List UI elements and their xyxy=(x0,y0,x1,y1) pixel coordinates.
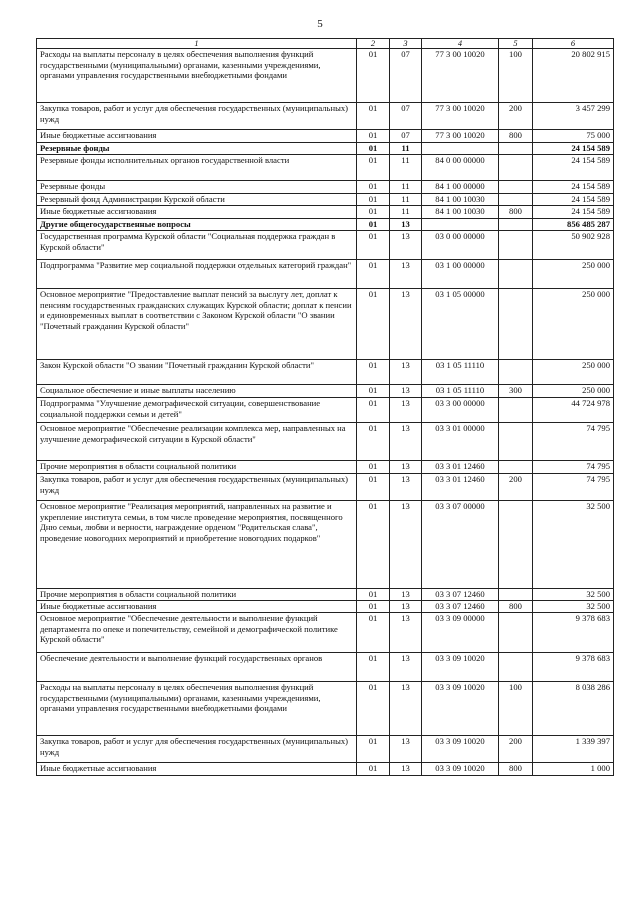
row-subsection-cell: 13 xyxy=(390,763,422,776)
row-expense-type-cell xyxy=(499,613,533,653)
table-row xyxy=(37,398,614,423)
table-row xyxy=(37,130,614,143)
row-amount-cell: 74 795 xyxy=(533,461,614,474)
row-section-cell: 01 xyxy=(357,613,390,653)
row-section-cell: 01 xyxy=(357,49,390,103)
table-row xyxy=(37,423,614,461)
row-name-cell: Иные бюджетные ассигнования xyxy=(37,601,357,613)
row-section-cell: 01 xyxy=(357,763,390,776)
table-row xyxy=(37,682,614,736)
row-subsection-cell: 13 xyxy=(390,398,422,423)
row-amount-cell: 50 902 928 xyxy=(533,231,614,260)
row-subsection-cell: 11 xyxy=(390,206,422,219)
row-target-article-cell: 84 0 00 00000 xyxy=(422,155,499,181)
table-row xyxy=(37,103,614,130)
column-header-expense-type: 5 xyxy=(499,39,533,49)
row-target-article-cell: 03 3 01 12460 xyxy=(422,474,499,501)
row-target-article-cell: 84 1 00 10030 xyxy=(422,206,499,219)
row-name-cell: Социальное обеспечение и иные выплаты населению xyxy=(37,385,357,398)
table-row xyxy=(37,155,614,181)
table-row xyxy=(37,143,614,155)
row-target-article-cell: 03 3 07 12460 xyxy=(422,589,499,601)
row-amount-cell: 856 485 287 xyxy=(533,219,614,231)
table-row xyxy=(37,260,614,289)
row-section-cell: 01 xyxy=(357,423,390,461)
row-subsection-cell: 13 xyxy=(390,423,422,461)
row-subsection-cell: 13 xyxy=(390,653,422,682)
row-amount-cell: 250 000 xyxy=(533,289,614,360)
row-section-cell: 01 xyxy=(357,155,390,181)
row-amount-cell: 24 154 589 xyxy=(533,143,614,155)
row-name-cell: Основное мероприятие "Предоставление выплат пенсий за выслугу лет, доплат к пенсиям государственных гражданских служащих Курской области; доплат к пенсии и единовременных выплат в соответствии с Законом Курской области "О звании "Почетный гражданин Курской области" xyxy=(37,289,357,360)
row-expense-type-cell: 300 xyxy=(499,385,533,398)
row-amount-cell: 32 500 xyxy=(533,601,614,613)
row-amount-cell: 250 000 xyxy=(533,360,614,385)
table-row xyxy=(37,763,614,776)
row-amount-cell: 250 000 xyxy=(533,260,614,289)
table-row xyxy=(37,360,614,385)
row-subsection-cell: 13 xyxy=(390,289,422,360)
row-section-cell: 01 xyxy=(357,474,390,501)
row-target-article-cell: 03 3 09 10020 xyxy=(422,653,499,682)
row-target-article-cell: 77 3 00 10020 xyxy=(422,103,499,130)
row-amount-cell: 32 500 xyxy=(533,589,614,601)
row-expense-type-cell: 800 xyxy=(499,130,533,143)
row-name-cell: Закупка товаров, работ и услуг для обеспечения государственных (муниципальных) нужд xyxy=(37,103,357,130)
row-name-cell: Резервные фонды xyxy=(37,143,357,155)
row-expense-type-cell xyxy=(499,289,533,360)
row-subsection-cell: 13 xyxy=(390,501,422,589)
row-section-cell: 01 xyxy=(357,653,390,682)
row-section-cell: 01 xyxy=(357,682,390,736)
row-name-cell: Основное мероприятие "Обеспечение реализации комплекса мер, направленных на улучшение демографической ситуации в Курской области" xyxy=(37,423,357,461)
row-target-article-cell: 03 3 09 00000 xyxy=(422,613,499,653)
row-name-cell: Основное мероприятие "Обеспечение деятельности и выполнение функций департамента по опеке и попечительству, семейной и демографической политике Курской области" xyxy=(37,613,357,653)
row-expense-type-cell xyxy=(499,181,533,194)
row-subsection-cell: 13 xyxy=(390,385,422,398)
row-expense-type-cell xyxy=(499,589,533,601)
row-section-cell: 01 xyxy=(357,206,390,219)
row-target-article-cell xyxy=(422,143,499,155)
row-subsection-cell: 07 xyxy=(390,49,422,103)
column-header-amount: 6 xyxy=(533,39,614,49)
row-section-cell: 01 xyxy=(357,181,390,194)
row-name-cell: Резервные фонды xyxy=(37,181,357,194)
row-amount-cell: 3 457 299 xyxy=(533,103,614,130)
row-subsection-cell: 13 xyxy=(390,589,422,601)
row-section-cell: 01 xyxy=(357,360,390,385)
row-amount-cell: 24 154 589 xyxy=(533,181,614,194)
table-row xyxy=(37,501,614,589)
row-name-cell: Расходы на выплаты персоналу в целях обеспечения выполнения функций государственными (муниципальными) органами, казенными учреждениями, органами управления государственными внебюджетными фондами xyxy=(37,682,357,736)
row-expense-type-cell xyxy=(499,461,533,474)
row-target-article-cell: 03 1 05 00000 xyxy=(422,289,499,360)
table-row xyxy=(37,653,614,682)
row-name-cell: Обеспечение деятельности и выполнение функций государственных органов xyxy=(37,653,357,682)
table-row xyxy=(37,49,614,103)
row-name-cell: Иные бюджетные ассигнования xyxy=(37,206,357,219)
row-target-article-cell: 03 3 09 10020 xyxy=(422,736,499,763)
row-section-cell: 01 xyxy=(357,260,390,289)
row-target-article-cell: 03 1 00 00000 xyxy=(422,260,499,289)
column-header-subsection: 3 xyxy=(390,39,422,49)
row-amount-cell: 20 802 915 xyxy=(533,49,614,103)
page-number: 5 xyxy=(317,18,323,30)
row-subsection-cell: 13 xyxy=(390,601,422,613)
row-expense-type-cell xyxy=(499,194,533,206)
row-section-cell: 01 xyxy=(357,398,390,423)
row-name-cell: Резервные фонды исполнительных органов государственной власти xyxy=(37,155,357,181)
row-amount-cell: 24 154 589 xyxy=(533,206,614,219)
row-name-cell: Государственная программа Курской области "Социальная поддержка граждан в Курской области" xyxy=(37,231,357,260)
row-amount-cell: 24 154 589 xyxy=(533,194,614,206)
row-amount-cell: 8 038 286 xyxy=(533,682,614,736)
row-name-cell: Закупка товаров, работ и услуг для обеспечения государственных (муниципальных) нужд xyxy=(37,736,357,763)
row-subsection-cell: 11 xyxy=(390,181,422,194)
row-amount-cell: 24 154 589 xyxy=(533,155,614,181)
row-target-article-cell: 03 1 05 11110 xyxy=(422,385,499,398)
row-target-article-cell: 03 3 07 00000 xyxy=(422,501,499,589)
row-expense-type-cell: 100 xyxy=(499,49,533,103)
row-amount-cell: 75 000 xyxy=(533,130,614,143)
row-section-cell: 01 xyxy=(357,385,390,398)
row-amount-cell: 250 000 xyxy=(533,385,614,398)
row-target-article-cell: 03 1 05 11110 xyxy=(422,360,499,385)
table-row xyxy=(37,219,614,231)
row-section-cell: 01 xyxy=(357,194,390,206)
row-expense-type-cell: 800 xyxy=(499,601,533,613)
table-row xyxy=(37,589,614,601)
row-subsection-cell: 11 xyxy=(390,143,422,155)
row-target-article-cell: 84 1 00 00000 xyxy=(422,181,499,194)
row-section-cell: 01 xyxy=(357,130,390,143)
row-target-article-cell: 03 0 00 00000 xyxy=(422,231,499,260)
column-header-section: 2 xyxy=(357,39,390,49)
row-expense-type-cell xyxy=(499,360,533,385)
row-section-cell: 01 xyxy=(357,589,390,601)
row-section-cell: 01 xyxy=(357,103,390,130)
row-target-article-cell: 03 3 07 12460 xyxy=(422,601,499,613)
row-section-cell: 01 xyxy=(357,289,390,360)
row-section-cell: 01 xyxy=(357,601,390,613)
table-row xyxy=(37,206,614,219)
table-row xyxy=(37,385,614,398)
row-subsection-cell: 13 xyxy=(390,461,422,474)
row-name-cell: Подпрограмма "Улучшение демографической ситуации, совершенствование социальной поддержки семьи и детей" xyxy=(37,398,357,423)
table-row xyxy=(37,601,614,613)
row-subsection-cell: 11 xyxy=(390,194,422,206)
row-target-article-cell: 03 3 09 10020 xyxy=(422,763,499,776)
row-expense-type-cell xyxy=(499,219,533,231)
row-name-cell: Иные бюджетные ассигнования xyxy=(37,763,357,776)
row-subsection-cell: 07 xyxy=(390,130,422,143)
row-amount-cell: 9 378 683 xyxy=(533,613,614,653)
row-target-article-cell: 77 3 00 10020 xyxy=(422,49,499,103)
row-name-cell: Закупка товаров, работ и услуг для обеспечения государственных (муниципальных) нужд xyxy=(37,474,357,501)
row-amount-cell: 9 378 683 xyxy=(533,653,614,682)
row-expense-type-cell xyxy=(499,423,533,461)
row-amount-cell: 44 724 978 xyxy=(533,398,614,423)
row-expense-type-cell: 800 xyxy=(499,206,533,219)
row-section-cell: 01 xyxy=(357,219,390,231)
row-subsection-cell: 11 xyxy=(390,155,422,181)
row-name-cell: Закон Курской области "О звании "Почетный гражданин Курской области" xyxy=(37,360,357,385)
table-row xyxy=(37,613,614,653)
row-subsection-cell: 13 xyxy=(390,231,422,260)
row-amount-cell: 74 795 xyxy=(533,474,614,501)
row-name-cell: Основное мероприятие "Реализация мероприятий, направленных на развитие и укрепление института семьи, в том числе проведение мероприятия, посвященного Дню семьи, любви и верности, награждение орденом "Родительская слава", проведение новогодних мероприятий и приобретение новогодних подарков" xyxy=(37,501,357,589)
row-subsection-cell: 13 xyxy=(390,682,422,736)
row-name-cell: Расходы на выплаты персоналу в целях обеспечения выполнения функций государственными (муниципальными) органами, казенными учреждениями, органами управления государственными внебюджетными фондами xyxy=(37,49,357,103)
row-subsection-cell: 13 xyxy=(390,260,422,289)
table-header-row xyxy=(37,39,614,49)
row-expense-type-cell: 200 xyxy=(499,474,533,501)
table-row xyxy=(37,181,614,194)
row-expense-type-cell: 200 xyxy=(499,736,533,763)
row-section-cell: 01 xyxy=(357,231,390,260)
column-header-name: 1 xyxy=(37,39,357,49)
row-expense-type-cell xyxy=(499,231,533,260)
row-section-cell: 01 xyxy=(357,143,390,155)
row-name-cell: Резервный фонд Администрации Курской области xyxy=(37,194,357,206)
row-expense-type-cell: 100 xyxy=(499,682,533,736)
row-expense-type-cell xyxy=(499,653,533,682)
row-section-cell: 01 xyxy=(357,501,390,589)
table-row xyxy=(37,289,614,360)
row-expense-type-cell: 200 xyxy=(499,103,533,130)
row-subsection-cell: 13 xyxy=(390,613,422,653)
row-subsection-cell: 13 xyxy=(390,474,422,501)
row-expense-type-cell xyxy=(499,501,533,589)
row-target-article-cell: 77 3 00 10020 xyxy=(422,130,499,143)
row-subsection-cell: 07 xyxy=(390,103,422,130)
row-target-article-cell xyxy=(422,219,499,231)
column-header-target-article: 4 xyxy=(422,39,499,49)
row-target-article-cell: 03 3 01 12460 xyxy=(422,461,499,474)
row-expense-type-cell xyxy=(499,260,533,289)
row-amount-cell: 1 000 xyxy=(533,763,614,776)
budget-table xyxy=(36,38,614,776)
row-amount-cell: 74 795 xyxy=(533,423,614,461)
row-target-article-cell: 03 3 00 00000 xyxy=(422,398,499,423)
row-amount-cell: 1 339 397 xyxy=(533,736,614,763)
row-expense-type-cell xyxy=(499,143,533,155)
row-expense-type-cell: 800 xyxy=(499,763,533,776)
table-row xyxy=(37,736,614,763)
row-section-cell: 01 xyxy=(357,461,390,474)
row-name-cell: Другие общегосударственные вопросы xyxy=(37,219,357,231)
table-row xyxy=(37,474,614,501)
row-name-cell: Иные бюджетные ассигнования xyxy=(37,130,357,143)
table-row xyxy=(37,461,614,474)
row-section-cell: 01 xyxy=(357,736,390,763)
row-name-cell: Прочие мероприятия в области социальной политики xyxy=(37,589,357,601)
table-row xyxy=(37,231,614,260)
row-amount-cell: 32 500 xyxy=(533,501,614,589)
row-target-article-cell: 84 1 00 10030 xyxy=(422,194,499,206)
row-expense-type-cell xyxy=(499,155,533,181)
row-expense-type-cell xyxy=(499,398,533,423)
row-name-cell: Прочие мероприятия в области социальной политики xyxy=(37,461,357,474)
row-subsection-cell: 13 xyxy=(390,736,422,763)
row-target-article-cell: 03 3 01 00000 xyxy=(422,423,499,461)
row-target-article-cell: 03 3 09 10020 xyxy=(422,682,499,736)
row-subsection-cell: 13 xyxy=(390,360,422,385)
table-row xyxy=(37,194,614,206)
row-name-cell: Подпрограмма "Развитие мер социальной поддержки отдельных категорий граждан" xyxy=(37,260,357,289)
row-subsection-cell: 13 xyxy=(390,219,422,231)
